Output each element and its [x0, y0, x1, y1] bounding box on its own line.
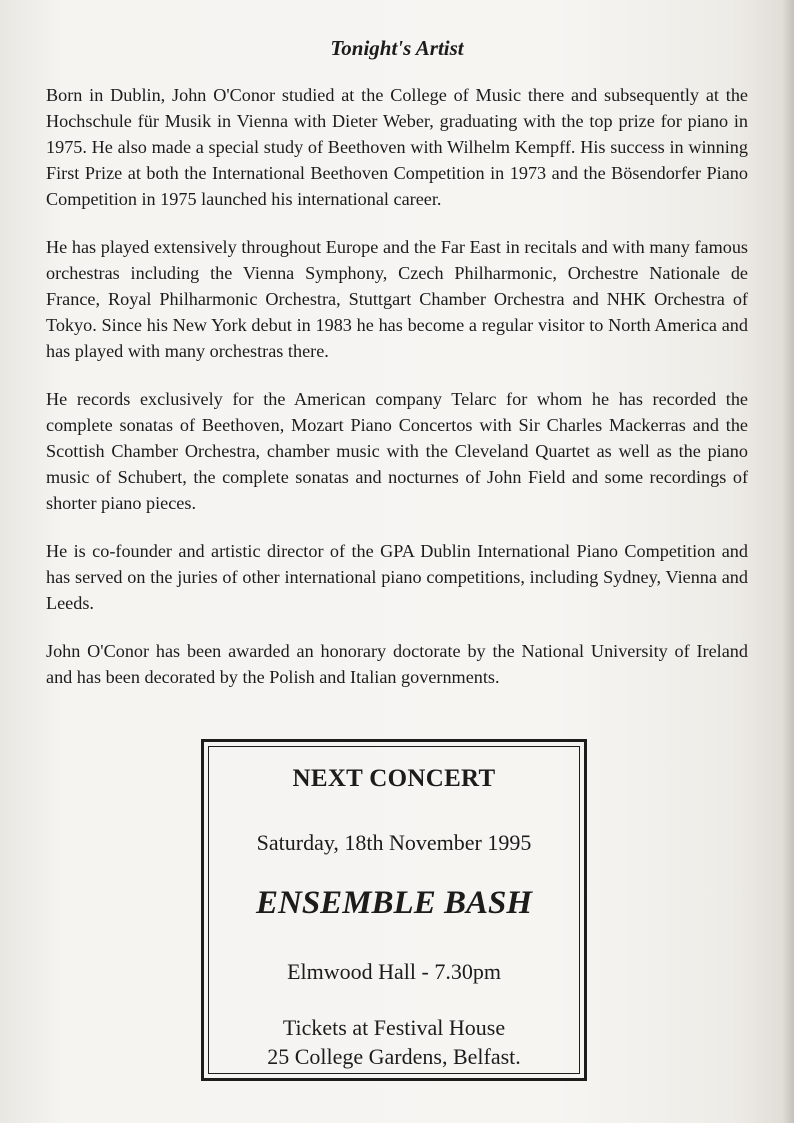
- bio-paragraph-2: He has played extensively throughout Europe and the Far East in recitals and with many famous orchestras including the Vienna Symphony, Czech Philharmonic, Orchestre Nationale de France, Royal Philharmonic Orchestra, Stuttgart Chamber Orchestra and NHK Orchestra of Tokyo. Since his New York debut in 1983 he has become a regular visitor to North America and has played with many orchestras there.: [46, 237, 748, 361]
- bio-paragraph-1: Born in Dublin, John O'Conor studied at the College of Music there and subsequently at the Hochschule für Musik in Vienna with Dieter Weber, graduating with the top prize for piano in 1975. He also made a special study of Beethoven with Wilhelm Kempff. His success in winning First Prize at both the International Beethoven Competition in 1973 and the Bösendorfer Piano Competition in 1975 launched his international career.: [46, 85, 748, 209]
- concert-venue: Elmwood Hall - 7.30pm: [287, 959, 501, 984]
- page-title: Tonight's Artist: [330, 36, 464, 60]
- ticket-address: 25 College Gardens, Belfast.: [267, 1044, 521, 1069]
- bio-paragraph-4: He is co-founder and artistic director of the GPA Dublin International Piano Competition and has served on the juries of other international piano competitions, including Sydney, Vienna and Leeds.: [46, 541, 748, 613]
- bio-paragraph-3: He records exclusively for the American company Telarc for whom he has recorded the complete sonatas of Beethoven, Mozart Piano Concertos with Sir Charles Mackerras and the Scottish Chamber Orchestra, chamber music with the Cleveland Quartet as well as the piano music of Schubert, the complete sonatas and nocturnes of John Field and some recordings of shorter piano pieces.: [46, 389, 748, 513]
- page-edge-shadow: [782, 0, 794, 1123]
- concert-event-name: ENSEMBLE BASH: [255, 885, 533, 921]
- next-concert-inner-border: [208, 746, 580, 1074]
- artist-biography: [46, 82, 748, 712]
- next-concert-box: [201, 739, 587, 1081]
- concert-date: Saturday, 18th November 1995: [256, 830, 532, 855]
- bio-paragraph-5: John O'Conor has been awarded an honorary doctorate by the National University of Ireland and has been decorated by the Polish and Italian governments.: [46, 641, 748, 687]
- next-concert-heading: NEXT CONCERT: [292, 765, 496, 792]
- ticket-info: Tickets at Festival House: [282, 1015, 506, 1040]
